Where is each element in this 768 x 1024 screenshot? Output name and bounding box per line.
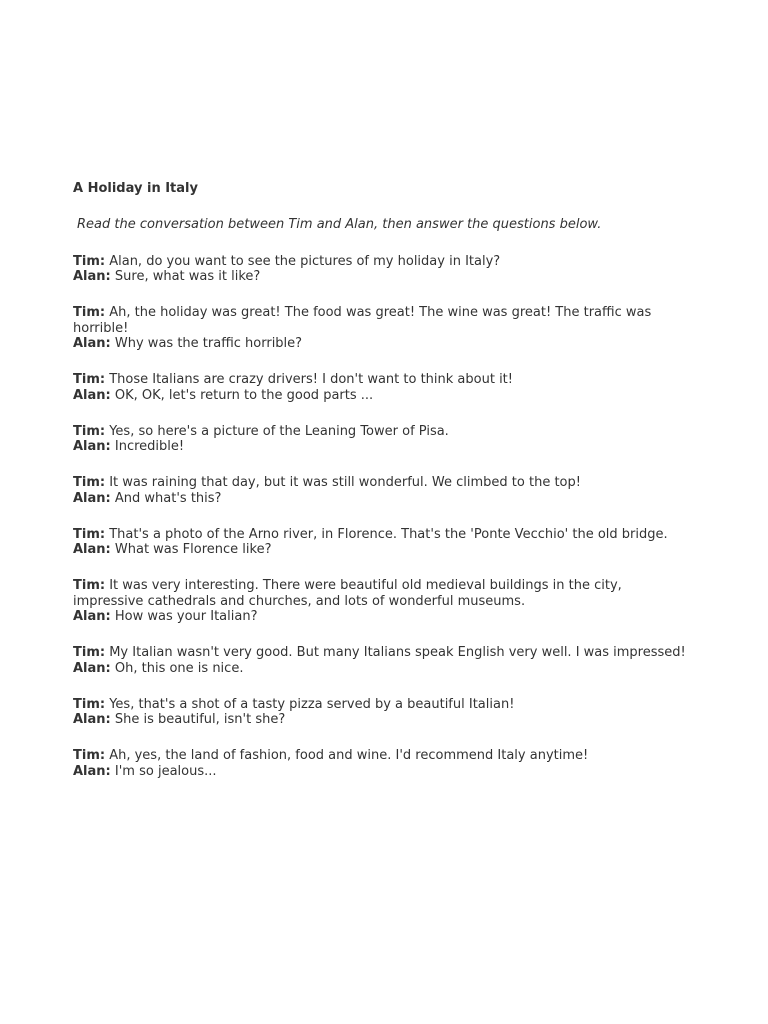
speaker-name: Alan: bbox=[73, 439, 111, 454]
dialogue-line bbox=[73, 475, 693, 491]
dialogue-line bbox=[73, 388, 693, 404]
dialogue-line bbox=[73, 439, 693, 455]
dialogue-line bbox=[73, 269, 693, 285]
speaker-name: Alan: bbox=[73, 609, 111, 624]
dialogue-line bbox=[73, 764, 693, 780]
conversation-exchange bbox=[73, 254, 693, 285]
speaker-name: Alan: bbox=[73, 660, 111, 676]
conversation-exchange bbox=[73, 645, 693, 676]
dialogue-text: Alan, do you want to see the pictures of my holiday in Italy? bbox=[109, 253, 501, 269]
speaker-name: Tim: bbox=[73, 475, 106, 490]
dialogue-text: Those Italians are crazy drivers! I don't want to think about it! bbox=[109, 372, 513, 387]
speaker-name: Alan: bbox=[73, 763, 111, 779]
dialogue-text: Oh, this one is nice. bbox=[114, 660, 244, 676]
conversation-exchange bbox=[73, 527, 693, 558]
speaker-name: Alan: bbox=[73, 542, 111, 557]
speaker-name: Tim: bbox=[73, 372, 106, 387]
dialogue-line bbox=[73, 424, 693, 440]
dialogue-line bbox=[73, 645, 693, 661]
dialogue-text: What was Florence like? bbox=[114, 542, 272, 557]
conversation-exchange bbox=[73, 475, 693, 506]
dialogue-text: Why was the traffic horrible? bbox=[114, 336, 303, 351]
speaker-name: Tim: bbox=[73, 645, 106, 660]
speaker-name: Alan: bbox=[73, 336, 111, 351]
dialogue-text: Ah, yes, the land of fashion, food and wine. I'd recommend Italy anytime! bbox=[109, 748, 589, 763]
dialogue-line bbox=[73, 372, 693, 388]
document-title: A Holiday in Italy bbox=[73, 181, 198, 196]
conversation bbox=[73, 254, 693, 780]
speaker-name: Tim: bbox=[73, 305, 106, 320]
dialogue-line bbox=[73, 542, 693, 558]
conversation-exchange bbox=[73, 305, 693, 352]
dialogue-text: How was your Italian? bbox=[114, 609, 258, 624]
dialogue-text: Sure, what was it like? bbox=[114, 269, 261, 284]
dialogue-text: OK, OK, let's return to the good parts ... bbox=[114, 387, 374, 403]
speaker-name: Alan: bbox=[73, 269, 111, 284]
speaker-name: Alan: bbox=[73, 490, 111, 506]
dialogue-line bbox=[73, 748, 693, 764]
dialogue-text: It was raining that day, but it was still wonderful. We climbed to the top! bbox=[109, 475, 581, 490]
dialogue-text: Yes, that's a shot of a tasty pizza served by a beautiful Italian! bbox=[109, 696, 515, 712]
dialogue-line bbox=[73, 697, 693, 713]
document-page bbox=[73, 181, 693, 800]
speaker-name: Alan: bbox=[73, 387, 111, 403]
dialogue-line bbox=[73, 661, 693, 677]
dialogue-line bbox=[73, 491, 693, 507]
dialogue-line bbox=[73, 609, 693, 625]
dialogue-text: My Italian wasn't very good. But many Italians speak English very well. I was impressed! bbox=[109, 645, 686, 660]
conversation-exchange bbox=[73, 424, 693, 455]
speaker-name: Tim: bbox=[73, 526, 106, 542]
conversation-exchange bbox=[73, 578, 693, 625]
dialogue-line bbox=[73, 578, 693, 609]
dialogue-line bbox=[73, 305, 693, 336]
dialogue-line bbox=[73, 336, 693, 352]
dialogue-line bbox=[73, 712, 693, 728]
speaker-name: Tim: bbox=[73, 253, 106, 269]
speaker-name: Tim: bbox=[73, 748, 106, 763]
dialogue-line bbox=[73, 254, 693, 270]
dialogue-text: I'm so jealous... bbox=[114, 763, 217, 779]
dialogue-text: And what's this? bbox=[114, 490, 222, 506]
dialogue-text: Yes, so here's a picture of the Leaning Tower of Pisa. bbox=[109, 423, 449, 439]
instructions-text: Read the conversation between Tim and Alan, then answer the questions below. bbox=[77, 217, 602, 232]
conversation-exchange bbox=[73, 372, 693, 403]
dialogue-line bbox=[73, 527, 693, 543]
dialogue-text: Incredible! bbox=[114, 439, 185, 454]
conversation-exchange bbox=[73, 748, 693, 779]
speaker-name: Tim: bbox=[73, 423, 106, 439]
speaker-name: Tim: bbox=[73, 696, 106, 712]
dialogue-text: That's a photo of the Arno river, in Florence. That's the 'Ponte Vecchio' the old bridge. bbox=[109, 526, 668, 542]
conversation-exchange bbox=[73, 697, 693, 728]
dialogue-text: Ah, the holiday was great! The food was great! The wine was great! The traffic was horrible! bbox=[73, 305, 652, 336]
dialogue-text: It was very interesting. There were beautiful old medieval buildings in the city, impressive cathedrals and churches, and lots of wonderful museums. bbox=[73, 578, 622, 609]
dialogue-text: She is beautiful, isn't she? bbox=[114, 712, 286, 727]
speaker-name: Tim: bbox=[73, 578, 106, 593]
speaker-name: Alan: bbox=[73, 712, 111, 727]
